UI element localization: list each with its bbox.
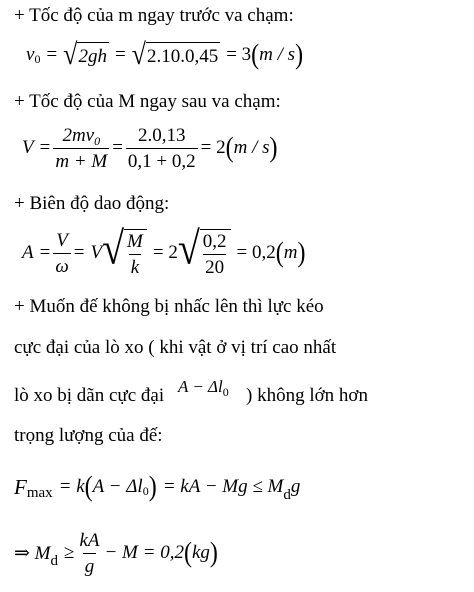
text-line-6a: lò xo bị dãn cực đại [14, 385, 165, 406]
eq3-lhs: A [22, 242, 34, 263]
text-line-3: + Biên độ dao động: [14, 193, 170, 214]
eq4-lhs-sub: max [26, 484, 53, 501]
equation-A: A = $\frac{V}{\omega}$ = V √ $\frac{M}{k}$ = 2 √ $\frac{0,2}{20}$ = 0,2 ( m ) [22, 221, 306, 278]
text-line-5: cực đại của lò xo ( khi vật ở vị trí cao nhất [14, 337, 337, 358]
text-line-6b: ) không lớn hơn [246, 385, 368, 406]
eq2-result: = 2 [200, 137, 226, 158]
inline-expression: $A - \Delta l_0$ [178, 377, 229, 399]
eq5-arrow: ⇒ M [14, 542, 51, 564]
eq2-frac-1: $\frac{2mv_0}{m + M}$ [55, 124, 108, 172]
eq1-sqrt-2: √ 2.10.0,45 [131, 37, 219, 72]
equation-V: V = $\frac{2mv_0}{m + M}$ = $\frac{2.0,13}{0,1 + 0,2}$ = 2 ( m / s ) [22, 124, 278, 172]
eq2-unit: m / s [233, 137, 270, 158]
eq4-lhs: F [14, 474, 27, 499]
eq1-rad-2: 2.10.0,45 [146, 42, 220, 68]
eq3-frac-1: $\frac{V}{\omega}$ [55, 229, 69, 277]
eq1-lhs: v [26, 44, 35, 65]
equation-Md: ⇒ M d ≥ $\frac{kA}{g}$ − M = 0,2 ( kg ) [14, 529, 218, 577]
eq1-rad-1: 2gh [77, 42, 109, 68]
text-line-1: + Tốc độ của m ngay trước va chạm: [14, 5, 294, 26]
eq3-coef: = 2 [152, 242, 178, 263]
eq3-v: V [90, 242, 103, 263]
eq2-lhs: V [22, 137, 34, 158]
eq1-result: = 3 [226, 44, 252, 65]
eq3-sqrt-1: √ $\frac{M}{k}$ [102, 229, 147, 277]
text-line-2: + Tốc độ của M ngay sau va chạm: [14, 91, 281, 112]
equation-v0: v 0 = √ 2gh = √ 2.10.0,45 = 3 ( m / s ) [26, 37, 304, 72]
eq3-unit: m [283, 242, 298, 263]
eq1-unit: m / s [259, 44, 296, 65]
text-line-7: trọng lượng của đế: [14, 425, 163, 446]
eq2-frac-2: $\frac{2.0,13}{0,1 + 0,2}$ [127, 124, 196, 172]
eq5-unit: kg [191, 542, 210, 563]
eq3-result: = 0,2 [236, 242, 276, 263]
equation-Fmax: F max = k ( A − Δl 0 ) = kA − Mg ≤ M d g [14, 471, 301, 503]
eq1-sqrt-1: √ 2gh [63, 37, 107, 72]
eq3-sqrt-2: √ $\frac{0,2}{20}$ [178, 229, 231, 277]
text-line-4: + Muốn đế không bị nhấc lên thì lực kéo [14, 296, 324, 317]
eq1-lhs-sub: 0 [34, 51, 41, 66]
eq1-equals: = [46, 44, 58, 65]
eq5-frac: $\frac{kA}{g}$ [79, 529, 100, 577]
